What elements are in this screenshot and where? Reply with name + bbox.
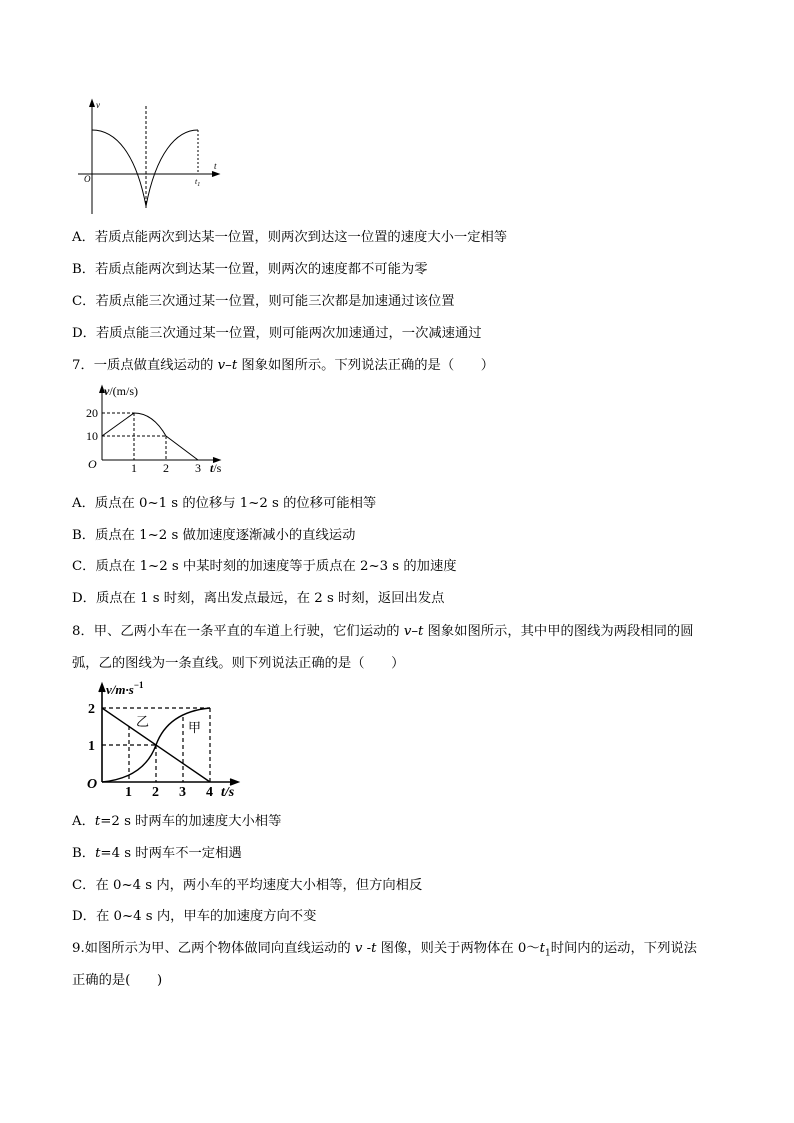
q8-option-c: C．在 0~4 s 内，两小车的平均速度大小相等，但方向相反 <box>72 878 423 893</box>
q7-segment-2-3 <box>166 436 198 460</box>
q8-x-tick-1: 1 <box>125 785 132 800</box>
q9-question-line1: 9.如图所示为甲、乙两个物体做同向直线运动的 v -t 图像，则关于两物体在 $0\sim t_1$时间内的运动，下列说法 <box>72 941 697 959</box>
q6-option-a: A．若质点能两次到达某一位置，则两次到达这一位置的速度大小一定相等 <box>72 230 508 245</box>
q7-y-tick-10: 10 <box>86 429 98 443</box>
q7-vt-graph <box>80 384 240 474</box>
q7-option-a: A．质点在 0~1 s 的位移与 1~2 s 的位移可能相等 <box>72 496 377 511</box>
q6-axis-v-label: v <box>96 100 100 110</box>
q8-label-yi: 乙 <box>136 714 150 729</box>
q9-question-line2: 正确的是( ) <box>72 973 163 988</box>
q7-x-tick-1: 1 <box>131 461 137 475</box>
q7-option-c: C．质点在 1~2 s 中某时刻的加速度等于质点在 2~3 s 的加速度 <box>72 559 457 574</box>
q7-segment-0-1 <box>102 413 134 436</box>
q6-t1-label: $t_1$ <box>195 177 201 188</box>
q8-label-jia: 甲 <box>188 720 202 735</box>
q6-curve <box>92 130 201 206</box>
q8-y-tick-1: 1 <box>88 739 95 754</box>
q6-option-c: C．若质点能三次通过某一位置，则可能三次都是加速通过该位置 <box>72 294 455 309</box>
q8-option-d: D．在 0~4 s 内，甲车的加速度方向不变 <box>72 909 317 924</box>
q8-x-tick-2: 2 <box>152 785 159 800</box>
q6-origin-label: O <box>84 174 91 184</box>
q6-axis-t-label: t <box>214 161 217 171</box>
q7-x-tick-3: 3 <box>195 461 201 475</box>
q8-v-arrow <box>99 684 105 692</box>
q8-y-tick-2: 2 <box>88 702 95 717</box>
q8-x-tick-4: 4 <box>206 785 213 800</box>
q8-x-tick-3: 3 <box>179 785 186 800</box>
q8-question-line2: 弧，乙的图线为一条直线。则下列说法正确的是（ ） <box>72 656 405 671</box>
q7-question: 7．一质点做直线运动的 v–t 图象如图所示。下列说法正确的是（ ） <box>72 358 495 373</box>
q7-y-tick-20: 20 <box>86 406 98 420</box>
q6-option-b: B．若质点能两次到达某一位置，则两次的速度都不可能为零 <box>72 262 428 277</box>
q7-x-label: t/s <box>210 461 222 475</box>
q8-x-label: t/s <box>221 785 235 800</box>
q7-option-b: B．质点在 1~2 s 做加速度逐渐减小的直线运动 <box>72 528 356 543</box>
q8-vt-graph <box>84 680 274 802</box>
q7-y-label: v/(m/s) <box>104 384 138 398</box>
q6-t-arrow <box>212 172 219 177</box>
q7-origin: O <box>88 457 97 471</box>
q8-y-label: $v/m\cdot s^{-1}$ <box>106 680 144 697</box>
q8-option-a: A．t=2 s 时两车的加速度大小相等 <box>72 814 282 829</box>
q7-x-tick-2: 2 <box>163 461 169 475</box>
q7-curve-1-2 <box>134 413 166 436</box>
q6-v-arrow <box>90 100 95 107</box>
q6-vt-graph <box>70 96 230 220</box>
q8-option-b: B．t=4 s 时两车不一定相遇 <box>72 846 242 861</box>
q8-question-line1: 8．甲、乙两小车在一条平直的车道上行驶，它们运动的 v–t 图象如图所示，其中甲的图线为两段相同的圆 <box>72 624 694 639</box>
q7-option-d: D．质点在 1 s 时刻，离出发点最远，在 2 s 时刻，返回出发点 <box>72 591 445 606</box>
q8-origin: O <box>87 777 98 792</box>
q6-option-d: D．若质点能三次通过某一位置，则可能两次加速通过，一次减速通过 <box>72 326 482 341</box>
